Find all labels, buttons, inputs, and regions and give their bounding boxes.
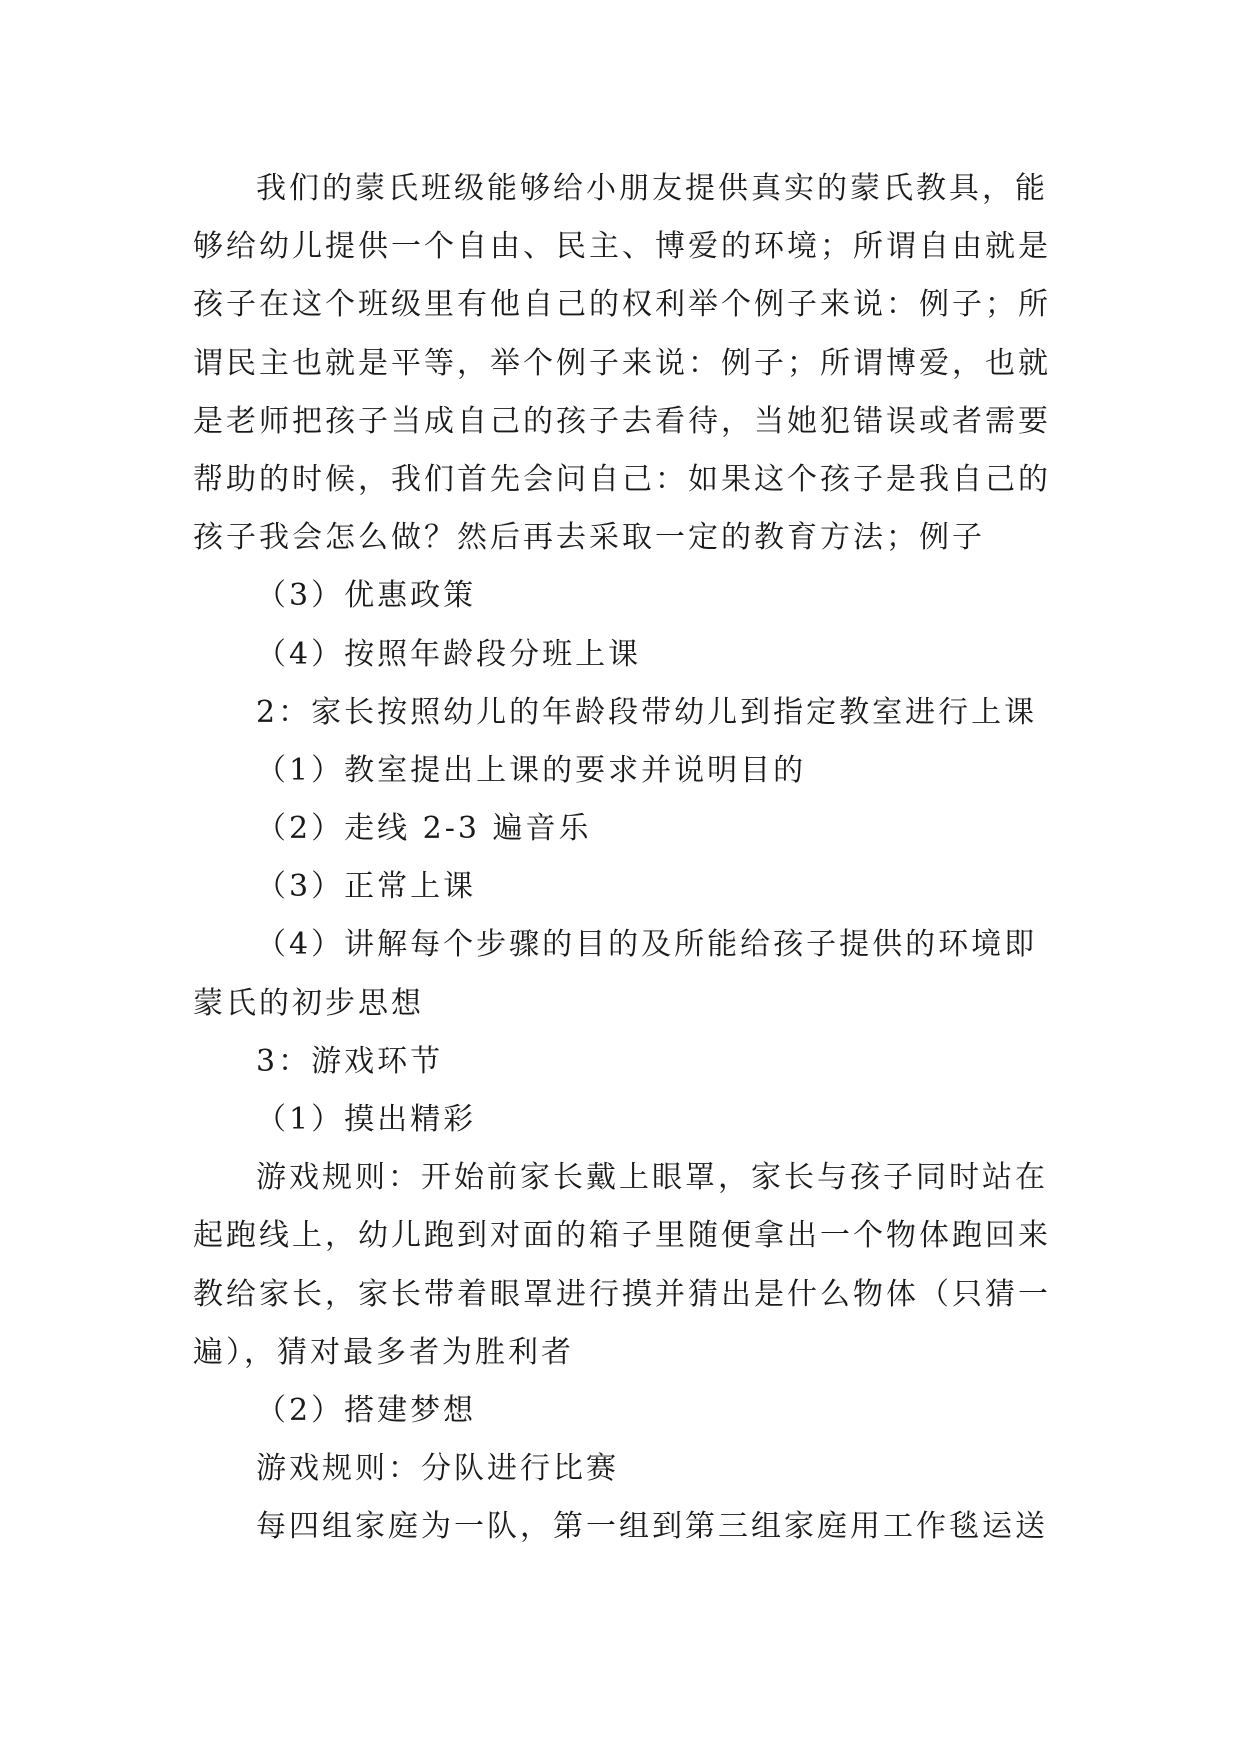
- list-item: （2）搭建梦想: [256, 1392, 477, 1428]
- paragraph-line: 每四组家庭为一队，第一组到第三组家庭用工作毯运送: [256, 1509, 1048, 1545]
- paragraph-line: 孩子在这个班级里有他自己的权利举个例子来说：例子；所: [193, 287, 1051, 323]
- paragraph-line: 游戏规则：开始前家长戴上眼罩，家长与孩子同时站在: [256, 1160, 1048, 1196]
- paragraph-line: 遍），猜对最多者为胜利者: [193, 1334, 574, 1370]
- paragraph-line: 起跑线上，幼儿跑到对面的箱子里随便拿出一个物体跑回来: [193, 1218, 1051, 1254]
- paragraph-line: 教给家长，家长带着眼罩进行摸并猜出是什么物体（只猜一: [193, 1276, 1051, 1312]
- list-item: （3）优惠政策: [256, 578, 477, 614]
- list-item: （4）讲解每个步骤的目的及所能给孩子提供的环境即: [256, 927, 1038, 963]
- list-item: （2）走线 2-3 遍音乐: [256, 811, 592, 847]
- paragraph-line: 帮助的时候，我们首先会问自己：如果这个孩子是我自己的: [193, 461, 1051, 497]
- list-item: （1）摸出精彩: [256, 1102, 477, 1137]
- list-item: （4）按照年龄段分班上课: [256, 636, 642, 672]
- paragraph-line: 游戏规则：分队进行比赛: [256, 1451, 619, 1487]
- paragraph-line: 够给幼儿提供一个自由、民主、博爱的环境；所谓自由就是: [193, 229, 1051, 265]
- paragraph-line: 我们的蒙氏班级能够给小朋友提供真实的蒙氏教具，能: [256, 171, 1048, 206]
- list-item: （1）教室提出上课的要求并说明目的: [256, 752, 807, 788]
- paragraph-line: 谓民主也就是平等，举个例子来说：例子；所谓博爱，也就: [193, 345, 1051, 381]
- list-item: （3）正常上课: [256, 869, 477, 905]
- paragraph-line: 孩子我会怎么做？然后再去采取一定的教育方法；例子: [193, 520, 985, 556]
- section-heading: 3：游戏环节: [256, 1043, 444, 1079]
- paragraph-line: 是老师把孩子当成自己的孩子去看待，当她犯错误或者需要: [193, 403, 1051, 439]
- section-heading: 2：家长按照幼儿的年龄段带幼儿到指定教室进行上课: [256, 694, 1038, 730]
- paragraph-line: 蒙氏的初步思想: [193, 985, 424, 1021]
- body-text: [193, 160, 1055, 1557]
